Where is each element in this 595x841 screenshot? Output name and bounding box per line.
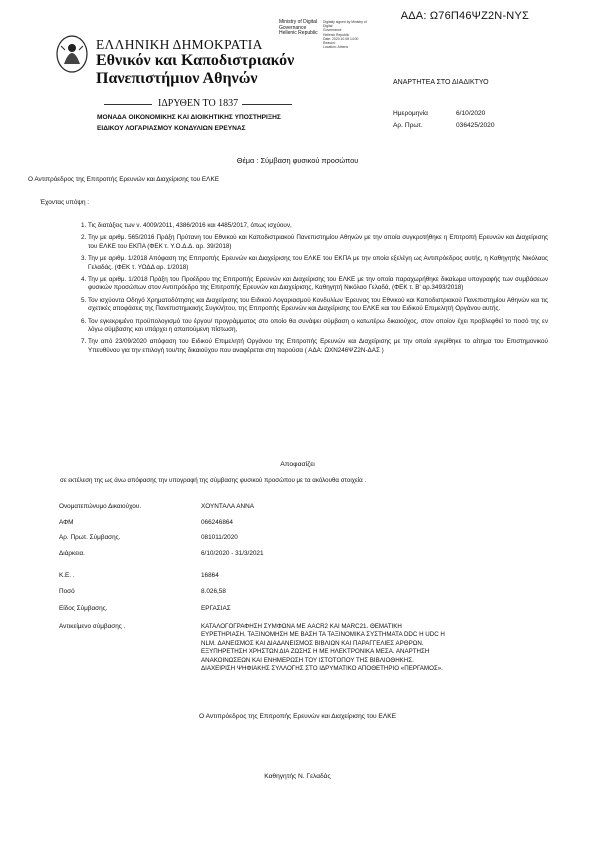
intro-text: Ο Αντιπρόεδρος της Επιτροπής Ερευνών και Διαχείρισης του ΕΛΚΕ [28,176,219,183]
list-item: 6. Τον εγκεκριμένο προϋπολογισμό του έργου/ προγράμματος στο οποίο θα συνάψει σύμβαση ο κατωτέρω δικαιούχος, στον οποίον έχει προβλεφθεί το ποσό της εν λόγω σύμβασης και υπάρχει η απαιτούμενη πίστωση, [88,318,548,335]
divider [104,104,152,105]
decision-heading: Αποφασίζει [280,461,315,468]
list-item: 5. Τον ισχύοντα Οδηγό Χρηματοδότησης και Διαχείρισης του Ειδικού Λογαριασμού Κονδυλίων Έρευνας του Εθνικού και Καποδιστριακού Πανεπιστημίου Αθηνών και τις σχετικές αποφάσεις της Πανεπιστημιακής Συγκλήτου, της Επιτροπής Ερευνών και Διαχείρισης του ΕΛΚΕ και του Ειδικού Επιμελητή Οργάνου αυτής. [88,297,548,314]
signatory-role: Ο Αντιπρόεδρος της Επιτροπής Ερευνών και Διαχείρισης του ΕΛΚΕ [198,713,397,720]
republic-heading: ΕΛΛΗΝΙΚΗ ΔΗΜΟΚΡΑΤΙΑ [96,37,263,52]
signatory-name: Καθηγητής Ν. Γελαδάς [264,773,331,780]
university-seal-icon [55,34,89,74]
subject-line: Θέμα : Σύμβαση φυσικού προσώπου [236,156,359,165]
unit-name: ΜΟΝΑΔΑ ΟΙΚΟΝΟΜΙΚΗΣ ΚΑΙ ΔΙΟΙΚΗΤΙΚΗΣ ΥΠΟΣΤΗΡΙΞΗΣ ΕΙΔΙΚΟΥ ΛΟΓΑΡΙΑΣΜΟΥ ΚΟΝΔΥΛΙΩΝ ΕΡΕΥΝΑΣ [97,114,281,132]
contract-subject-text: ΚΑΤΑΛΟΓΟΓΡΑΦΗΣΗ ΣΥΜΦΩΝΑ ΜΕ AACR2 ΚΑΙ MARC21. ΘΕΜΑΤΙΚΗ ΕΥΡΕΤΗΡΙΑΣΗ. ΤΑΞΙΝΟΜΗΣΗ ΜΕ ΒΑΣΗ ΤΑ ΤΑΞΙΝΟΜΙΚΑ ΣΥΣΤΗΜΑΤΑ DDC Η UDC Η NLM. ΔΑΝΕΙΣΜΟΣ ΚΑΙ ΔΙΑΔΑΝΕΙΣΜΟΣ ΒΙΒΛΙΩΝ ΚΑΙ ΠΑΡΑΓΓΕΛΙΕΣ ΑΡΘΡΩΝ. ΕΞΥΠΗΡΕΤΗΣΗ ΧΡΗΣΤΩΝ ΔΙΑ ΖΩΣΗΣ Η ΜΕ ΗΛΕΚΤΡΟΝΙΚΑ ΜΕΣΑ. ΑΝΑΡΤΗΣΗ ΑΝΑΚΟΙΝΩΣΕΩΝ ΚΑΙ ΕΝΗΜΕΡΩΣΗ ΤΟΥ ΙΣΤΟΤΟΠΟΥ ΤΗΣ ΒΙΒΛΙΟΘΗΚΗΣ. ΔΙΑΧΕΙΡΙΣΗ ΨΗΦΙΑΚΗΣ ΣΥΛΛΟΓΗΣ ΣΤΟ ΙΔΡΥΜΑΤΙΚΟ ΑΠΟΘΕΤΗΡΙΟ «ΠΕΡΓΑΜΟΣ». [201,623,445,673]
list-item: 3. Την με αριθμ. 1/2018 Απόφαση της Επιτροπής Ερευνών και Διαχείρισης του ΕΛΚΕ του ΕΚΠΑ με την οποία εξελέγη ως Αντιπρόεδρος αυτής, η Καθηγητής Νικόλαος Γελαδάς. (ΦΕΚ τ. ΥΟΔΔ αρ. 1/2018) [88,255,548,272]
list-item: 4. Την με αριθμ. 1/2018 Πράξη του Προέδρου της Επιτροπής Ερευνών και Διαχείρισης του ΕΛΚΕ με την οποία παραχωρήθηκε δικαίωμα υπογραφής των συμβάσεων φυσικών προσώπων στον Αντιπρόεδρο της Επιτροπής Ερευνών και Διαχείρισης, Καθηγητή Νικόλαο Γελαδά, (ΦΕΚ τ. Β' αρ.3493/2018) [88,276,548,293]
publish-note: ΑΝΑΡΤΗΤΕΑ ΣΤΟ ΔΙΑΔΙΚΤΥΟ [393,79,489,86]
list-item: 7. Την από 23/09/2020 απόφαση του Ειδικού Επιμελητή Οργάνου της Επιτροπής Ερευνών και Διαχείρισης με την οποία εγκρίθηκε το αίτημα του Επιστημονικού Υπευθύνου για την επιλογή του/της δικαιούχου που αναφέρεται στη παρούσα ( ΑΔΑ: ΩΧΝ246ΨΖ2Ν-ΔΑΣ ) [88,338,548,355]
founded-line: ΙΔΡΥΘΕΝ ΤΟ 1837 [158,98,239,109]
divider [242,104,292,105]
digital-signature-stamp: Ministry of Digital Governance Hellenic Republic [279,19,318,37]
list-item: 1. Τις διατάξεις των ν. 4009/2011, 4386/2016 και 4485/2017, όπως ισχύουν, [88,222,548,230]
execution-intro: σε εκτέλεση της ως άνω απόφασης την υπογραφή της σύμβασης φυσικού προσώπου με τα ακόλουθα στοιχεία . [60,477,367,484]
list-item: 2. Την με αριθμ. 565/2016 Πράξη Πρύτανη του Εθνικού και Καποδιστριακού Πανεπιστημίου Αθηνών με την οποία συγκροτήθηκε η Επιτροπή Ερευνών και Διαχείρισης του ΕΛΚΕ του ΕΚΠΑ (ΦΕΚ τ. Υ.Ο.Δ.Δ. αρ. 39/2018) [88,234,548,251]
date-row: Ημερομηνία 6/10/2020 [393,110,486,117]
digital-signature-details: Digitally signed by Ministry of Digital Governance Hellenic Republic Date: 2020.10.08 14:00 Reason: Location: Athens [323,20,367,50]
having-label: Έχοντας υπόψη : [40,199,90,206]
protocol-row: Αρ. Πρωτ. 036425/2020 [393,122,495,129]
ada-code: ΑΔΑ: Ω76Π46ΨΖ2Ν-ΝΥΣ [400,10,529,22]
university-name: Εθνικόν και Καποδιστριακόν Πανεπιστήμιον Αθηνών [96,52,295,87]
considerations-list [74,222,548,359]
